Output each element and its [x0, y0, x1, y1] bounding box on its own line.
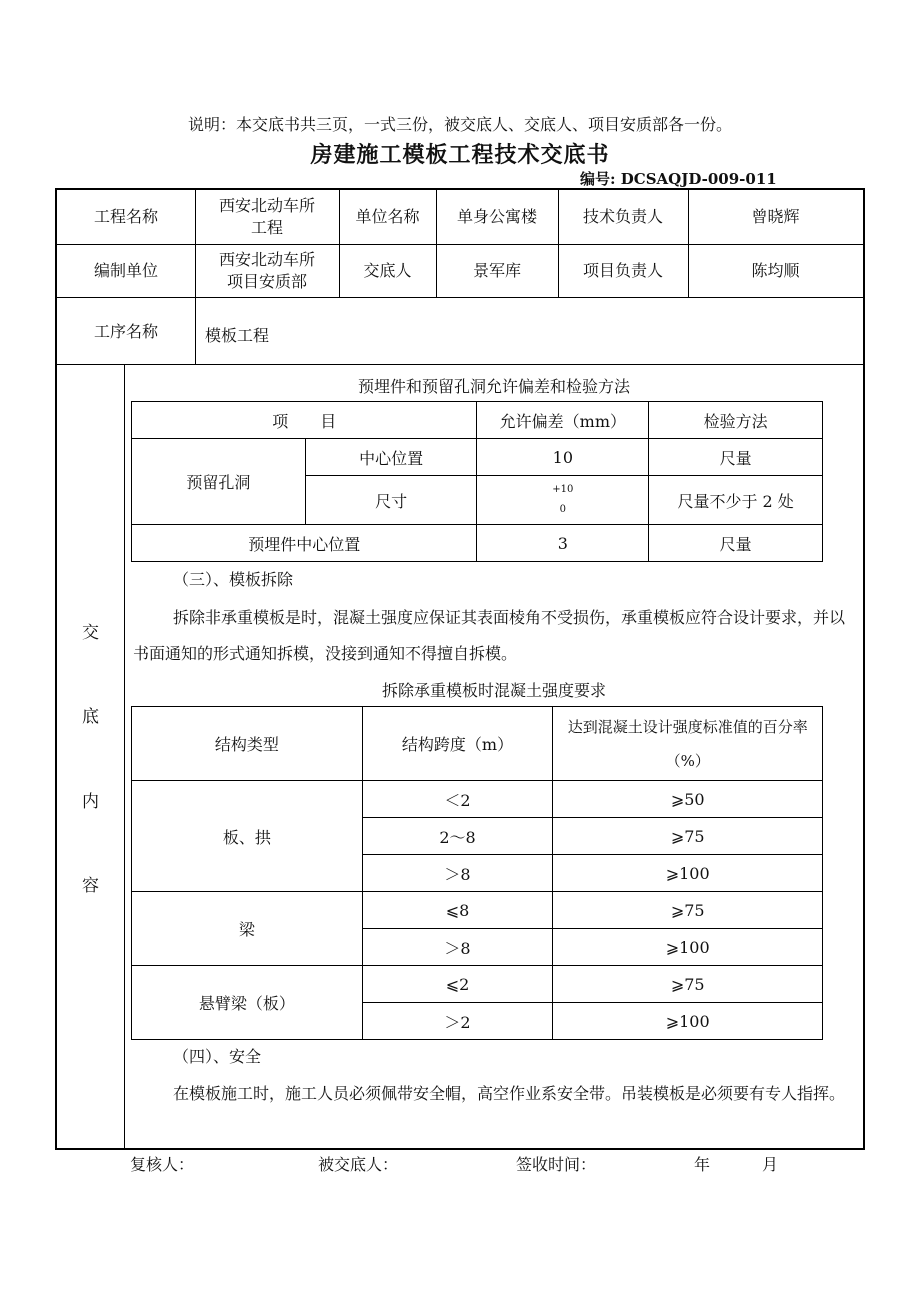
t2-header-pct-line1: 达到混凝土设计强度标准值的百分率 [567, 717, 808, 736]
t2-cant-pct-1: ⩾75 [553, 966, 823, 1003]
t1-last-item: 预埋件中心位置 [132, 525, 477, 562]
t2-slab-pct-2: ⩾75 [553, 818, 823, 855]
value-compiler: 西安北动车所项目安质部 [218, 249, 315, 291]
t1-row1-item: 中心位置 [305, 439, 477, 476]
footer-year: 年 [694, 1155, 711, 1174]
t1-header-tolerance: 允许偏差（mm） [477, 402, 649, 439]
t2-cant-span-1: ⩽2 [362, 966, 553, 1003]
section3-heading: （三）、模板拆除 [173, 570, 294, 589]
t2-cant-span-2: ＞2 [362, 1003, 553, 1040]
label-unit-name: 单位名称 [355, 207, 420, 226]
value-project-name: 西安北动车所工程 [218, 196, 315, 237]
footer-sign-time: 签收时间： [516, 1155, 597, 1174]
label-tech-lead: 技术负责人 [582, 207, 663, 226]
section4-heading: （四）、安全 [173, 1047, 262, 1066]
t2-type-slab: 板、拱 [132, 781, 363, 892]
document-code: 编号: DCSAQJD-009-011 [580, 170, 777, 188]
t2-beam-span-1: ⩽8 [362, 892, 553, 929]
table2-caption: 拆除承重模板时混凝土强度要求 [381, 681, 606, 700]
side-label-1: 交 [82, 623, 99, 643]
t1-row1-method: 尺量 [649, 439, 823, 476]
label-project-name: 工程名称 [93, 207, 158, 226]
t1-row2-tol-top: +10 [552, 484, 574, 495]
label-project-lead: 项目负责人 [582, 260, 663, 280]
t1-row1-tol: 10 [477, 439, 649, 476]
table1-caption: 预埋件和预留孔洞允许偏差和检验方法 [357, 377, 630, 396]
t1-row2-item: 尺寸 [305, 476, 477, 525]
document-note: 说明：本交底书共三页，一式三份，被交底人、交底人、项目安质部各一份。 [187, 115, 732, 134]
t1-row2-method: 尺量不少于 2 处 [649, 476, 823, 525]
t2-header-pct [553, 707, 823, 781]
t2-beam-span-2: ＞8 [362, 929, 553, 966]
t2-cant-pct-2: ⩾100 [553, 1003, 823, 1040]
value-presenter: 景军库 [472, 260, 521, 280]
value-project-lead: 陈均顺 [751, 260, 800, 280]
side-label-2: 底 [82, 707, 99, 727]
footer-receiver: 被交底人： [318, 1155, 399, 1174]
t2-beam-pct-2: ⩾100 [553, 929, 823, 966]
t1-row2-tol-bottom: 0 [559, 504, 567, 515]
t2-slab-pct-3: ⩾100 [553, 855, 823, 892]
label-presenter: 交底人 [363, 260, 412, 280]
label-compiler: 编制单位 [93, 260, 158, 280]
section3-text: 拆除非承重模板是时，混凝土强度应保证其表面棱角不受损伤，承重模板应符合设计要求，并以书面通知的形式通知拆模，没接到通知不得擅自拆模。 [133, 608, 846, 663]
value-process-name: 模板工程 [205, 326, 270, 345]
side-label-3: 内 [82, 792, 99, 812]
footer-reviewer: 复核人： [130, 1155, 195, 1174]
t1-group-label: 预留孔洞 [132, 439, 306, 525]
t2-slab-span-3: ＞8 [362, 855, 553, 892]
t1-last-tol: 3 [477, 525, 649, 562]
section4-text: 在模板施工时，施工人员必须佩带安全帽，高空作业系安全带。吊装模板是必须要有专人指挥。 [173, 1084, 846, 1103]
document-title: 房建施工模板工程技术交底书 [310, 142, 610, 168]
t2-beam-pct-1: ⩾75 [553, 892, 823, 929]
footer-month: 月 [762, 1155, 779, 1174]
tolerance-table [131, 401, 823, 562]
value-unit-name: 单身公寓楼 [456, 207, 537, 226]
t2-slab-span-2: 2～8 [362, 818, 553, 855]
t2-type-cantilever: 悬臂梁（板） [132, 966, 363, 1040]
t1-header-method: 检验方法 [649, 402, 823, 439]
t2-header-span: 结构跨度（m） [362, 707, 553, 781]
t1-row2-tol [477, 476, 649, 525]
t2-header-type: 结构类型 [132, 707, 363, 781]
t2-slab-pct-1: ⩾50 [553, 781, 823, 818]
t2-slab-span-1: ＜2 [362, 781, 553, 818]
t1-header-item: 项 目 [132, 402, 477, 439]
value-tech-lead: 曾晓辉 [751, 207, 800, 226]
t1-last-method: 尺量 [649, 525, 823, 562]
t2-type-beam: 梁 [132, 892, 363, 966]
strength-table [131, 706, 823, 1040]
label-process-name: 工序名称 [93, 322, 158, 341]
t2-header-pct-line2: （%） [665, 751, 710, 770]
side-label-4: 容 [82, 876, 99, 896]
